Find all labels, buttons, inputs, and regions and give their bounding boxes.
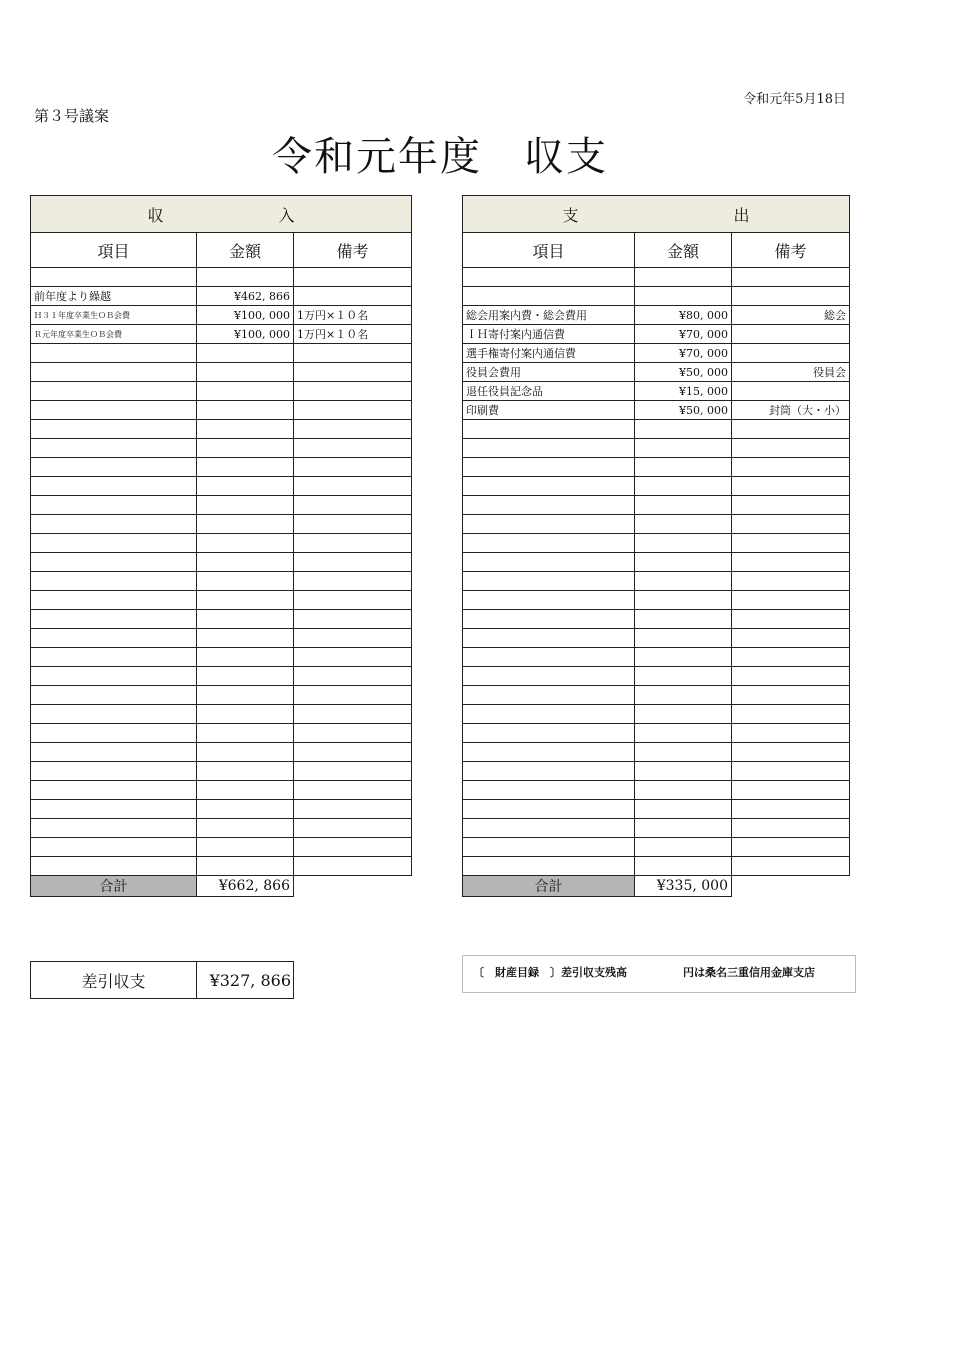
expense-col-amount: 金額 [635, 233, 732, 268]
expense-amount-cell [635, 534, 732, 553]
expense-row [463, 268, 850, 287]
expense-column-header-row [463, 233, 850, 268]
income-note-cell [294, 857, 412, 876]
income-amount-cell [197, 667, 294, 686]
income-row [31, 420, 412, 439]
income-row [31, 762, 412, 781]
expense-table [462, 195, 850, 897]
expense-note-cell: 封筒（大・小） [732, 401, 850, 420]
income-note-cell [294, 629, 412, 648]
income-amount-cell [197, 382, 294, 401]
expense-note-cell [732, 458, 850, 477]
income-item-cell [31, 686, 197, 705]
income-item-cell: Ｒ元年度卒業生ＯＢ会費 [31, 325, 197, 344]
expense-note-cell [732, 344, 850, 363]
income-note-cell [294, 648, 412, 667]
expense-item-cell [463, 686, 635, 705]
asset-note [462, 955, 856, 993]
expense-row [463, 667, 850, 686]
income-row [31, 515, 412, 534]
expense-row [463, 287, 850, 306]
asset-note-part1: 〔 財産目録 〕差引収支残高 [473, 966, 627, 979]
expense-note-cell [732, 420, 850, 439]
income-amount-cell [197, 420, 294, 439]
expense-item-cell [463, 743, 635, 762]
income-note-cell [294, 610, 412, 629]
expense-total-label: 合計 [463, 876, 635, 897]
income-note-cell [294, 781, 412, 800]
expense-amount-cell [635, 572, 732, 591]
income-item-cell [31, 363, 197, 382]
income-col-item: 項目 [31, 233, 197, 268]
expense-amount-cell [635, 800, 732, 819]
expense-row [463, 610, 850, 629]
income-item-cell [31, 401, 197, 420]
income-item-cell [31, 629, 197, 648]
income-amount-cell [197, 819, 294, 838]
income-item-cell [31, 458, 197, 477]
expense-item-cell [463, 857, 635, 876]
expense-row [463, 458, 850, 477]
expense-item-cell [463, 610, 635, 629]
income-row [31, 268, 412, 287]
income-amount-cell [197, 648, 294, 667]
expense-note-cell [732, 648, 850, 667]
expense-amount-cell [635, 762, 732, 781]
income-note-cell [294, 363, 412, 382]
expense-note-cell [732, 629, 850, 648]
income-item-cell [31, 800, 197, 819]
expense-item-cell [463, 496, 635, 515]
expense-amount-cell [635, 268, 732, 287]
expense-note-cell [732, 591, 850, 610]
income-total-label: 合計 [31, 876, 197, 897]
expense-note-cell: 総会 [732, 306, 850, 325]
income-amount-cell [197, 344, 294, 363]
expense-note-cell [732, 534, 850, 553]
expense-item-cell [463, 819, 635, 838]
document-date: 令和元年5月18日 [743, 92, 846, 107]
income-note-cell [294, 477, 412, 496]
expense-note-cell [732, 838, 850, 857]
income-note-cell [294, 344, 412, 363]
expense-note-cell [732, 439, 850, 458]
expense-row [463, 857, 850, 876]
expense-item-cell [463, 439, 635, 458]
income-item-cell [31, 382, 197, 401]
income-amount-cell: ¥100, 000 [197, 306, 294, 325]
expense-note-cell [732, 762, 850, 781]
income-item-cell [31, 420, 197, 439]
income-row [31, 743, 412, 762]
expense-amount-cell [635, 629, 732, 648]
income-row [31, 496, 412, 515]
expense-item-cell [463, 781, 635, 800]
income-row [31, 781, 412, 800]
expense-amount-cell [635, 458, 732, 477]
income-amount-cell [197, 743, 294, 762]
page-title: 令和元年度 収支 [272, 134, 608, 180]
income-item-cell [31, 838, 197, 857]
expense-amount-cell [635, 743, 732, 762]
income-note-cell [294, 762, 412, 781]
income-amount-cell [197, 572, 294, 591]
income-item-cell [31, 762, 197, 781]
expense-amount-cell: ¥80, 000 [635, 306, 732, 325]
income-item-cell [31, 857, 197, 876]
income-note-cell [294, 667, 412, 686]
expense-item-cell [463, 667, 635, 686]
expense-note-cell [732, 667, 850, 686]
expense-note-cell: 役員会 [732, 363, 850, 382]
income-note-cell [294, 819, 412, 838]
expense-row [463, 838, 850, 857]
income-amount-cell [197, 553, 294, 572]
income-row [31, 629, 412, 648]
expense-note-cell [732, 572, 850, 591]
expense-row [463, 515, 850, 534]
income-table [30, 195, 412, 897]
expense-row [463, 553, 850, 572]
expense-amount-cell [635, 819, 732, 838]
expense-header-row [463, 196, 850, 233]
expense-row [463, 762, 850, 781]
expense-row [463, 325, 850, 344]
expense-amount-cell [635, 439, 732, 458]
income-total-blank [294, 876, 412, 897]
difference-value: ¥327, 866 [197, 962, 294, 999]
expense-item-cell [463, 800, 635, 819]
income-row [31, 306, 412, 325]
expense-note-cell [732, 724, 850, 743]
income-header [31, 196, 412, 233]
income-row [31, 648, 412, 667]
expense-item-cell [463, 515, 635, 534]
income-amount-cell [197, 838, 294, 857]
income-row [31, 325, 412, 344]
expense-amount-cell [635, 591, 732, 610]
expense-amount-cell [635, 496, 732, 515]
expense-amount-cell [635, 287, 732, 306]
income-row [31, 439, 412, 458]
income-item-cell [31, 553, 197, 572]
difference-table [30, 961, 294, 999]
expense-amount-cell: ¥50, 000 [635, 363, 732, 382]
expense-row [463, 306, 850, 325]
income-item-cell [31, 439, 197, 458]
income-amount-cell [197, 762, 294, 781]
income-col-note: 備考 [294, 233, 412, 268]
expense-note-cell [732, 382, 850, 401]
expense-amount-cell [635, 857, 732, 876]
income-total-row [31, 876, 412, 897]
income-amount-cell [197, 705, 294, 724]
expense-row [463, 781, 850, 800]
expense-note-cell [732, 515, 850, 534]
expense-note-cell [732, 686, 850, 705]
income-note-cell [294, 534, 412, 553]
income-item-cell [31, 781, 197, 800]
expense-amount-cell: ¥50, 000 [635, 401, 732, 420]
income-row [31, 534, 412, 553]
income-item-cell [31, 496, 197, 515]
income-row [31, 344, 412, 363]
expense-row [463, 686, 850, 705]
expense-total-row [463, 876, 850, 897]
proposal-number: 第３号議案 [34, 107, 110, 125]
expense-row [463, 705, 850, 724]
income-amount-cell [197, 534, 294, 553]
income-amount-cell [197, 439, 294, 458]
expense-row [463, 344, 850, 363]
expense-item-cell [463, 420, 635, 439]
expense-item-cell [463, 705, 635, 724]
income-row [31, 667, 412, 686]
income-note-cell [294, 724, 412, 743]
income-header-left: 収 [147, 205, 164, 225]
expense-item-cell [463, 458, 635, 477]
expense-row [463, 477, 850, 496]
income-note-cell [294, 458, 412, 477]
income-note-cell [294, 287, 412, 306]
income-note-cell [294, 268, 412, 287]
income-amount-cell [197, 477, 294, 496]
expense-item-cell [463, 268, 635, 287]
income-row [31, 572, 412, 591]
income-amount-cell [197, 610, 294, 629]
expense-row [463, 800, 850, 819]
expense-row [463, 420, 850, 439]
expense-item-cell [463, 287, 635, 306]
expense-row [463, 496, 850, 515]
income-amount-cell: ¥462, 866 [197, 287, 294, 306]
expense-amount-cell [635, 781, 732, 800]
income-note-cell [294, 553, 412, 572]
income-amount-cell [197, 515, 294, 534]
income-row [31, 363, 412, 382]
income-amount-cell [197, 686, 294, 705]
expense-note-cell [732, 287, 850, 306]
income-item-cell [31, 591, 197, 610]
expense-item-cell [463, 477, 635, 496]
income-note-cell [294, 515, 412, 534]
expense-header [463, 196, 850, 233]
expense-row [463, 572, 850, 591]
income-amount-cell [197, 458, 294, 477]
income-note-cell [294, 705, 412, 724]
expense-note-cell [732, 496, 850, 515]
income-row [31, 705, 412, 724]
expense-item-cell: 退任役員記念品 [463, 382, 635, 401]
expense-item-cell: 総会用案内費・総会費用 [463, 306, 635, 325]
income-amount-cell [197, 496, 294, 515]
income-note-cell [294, 496, 412, 515]
income-amount-cell [197, 363, 294, 382]
expense-col-note: 備考 [732, 233, 850, 268]
income-header-right: 入 [278, 205, 295, 225]
expense-amount-cell [635, 724, 732, 743]
income-item-cell: 前年度より繰越 [31, 287, 197, 306]
expense-row [463, 648, 850, 667]
income-item-cell [31, 819, 197, 838]
expense-note-cell [732, 857, 850, 876]
income-note-cell [294, 743, 412, 762]
income-item-cell [31, 743, 197, 762]
expense-amount-cell [635, 515, 732, 534]
income-amount-cell [197, 401, 294, 420]
expense-row [463, 629, 850, 648]
asset-note-part2: 円は桑名三重信用金庫支店 [683, 966, 815, 979]
income-row [31, 724, 412, 743]
income-note-cell [294, 572, 412, 591]
expense-item-cell [463, 838, 635, 857]
income-row [31, 458, 412, 477]
expense-amount-cell [635, 553, 732, 572]
expense-item-cell: 選手権寄付案内通信費 [463, 344, 635, 363]
income-amount-cell [197, 268, 294, 287]
expense-note-cell [732, 553, 850, 572]
income-row [31, 553, 412, 572]
income-amount-cell [197, 781, 294, 800]
income-note-cell [294, 382, 412, 401]
income-row [31, 610, 412, 629]
income-item-cell [31, 705, 197, 724]
income-item-cell [31, 648, 197, 667]
expense-total-value: ¥335, 000 [635, 876, 732, 897]
income-note-cell [294, 420, 412, 439]
income-row [31, 382, 412, 401]
income-row [31, 800, 412, 819]
expense-row [463, 819, 850, 838]
income-item-cell: Ｈ３１年度卒業生ＯＢ会費 [31, 306, 197, 325]
expense-row [463, 439, 850, 458]
expense-item-cell: 印刷費 [463, 401, 635, 420]
expense-item-cell: ＩＨ寄付案内通信費 [463, 325, 635, 344]
income-row [31, 686, 412, 705]
expense-col-item: 項目 [463, 233, 635, 268]
income-col-amount: 金額 [197, 233, 294, 268]
income-row [31, 591, 412, 610]
expense-item-cell [463, 629, 635, 648]
expense-note-cell [732, 800, 850, 819]
expense-amount-cell [635, 648, 732, 667]
expense-note-cell [732, 781, 850, 800]
income-column-header-row [31, 233, 412, 268]
expense-amount-cell [635, 610, 732, 629]
expense-header-left: 支 [562, 205, 579, 225]
expense-item-cell [463, 724, 635, 743]
expense-amount-cell [635, 686, 732, 705]
income-amount-cell [197, 724, 294, 743]
difference-label: 差引収支 [31, 962, 197, 999]
expense-item-cell [463, 553, 635, 572]
expense-note-cell [732, 477, 850, 496]
expense-note-cell [732, 325, 850, 344]
income-row [31, 819, 412, 838]
income-item-cell [31, 534, 197, 553]
expense-row [463, 401, 850, 420]
expense-note-cell [732, 819, 850, 838]
income-row [31, 401, 412, 420]
income-note-cell [294, 800, 412, 819]
expense-amount-cell [635, 705, 732, 724]
income-note-cell: 1万円×１０名 [294, 325, 412, 344]
expense-amount-cell [635, 838, 732, 857]
expense-row [463, 534, 850, 553]
income-item-cell [31, 724, 197, 743]
income-note-cell [294, 401, 412, 420]
income-item-cell [31, 572, 197, 591]
expense-item-cell [463, 762, 635, 781]
expense-note-cell [732, 268, 850, 287]
expense-amount-cell [635, 420, 732, 439]
income-row [31, 477, 412, 496]
income-note-cell [294, 591, 412, 610]
income-amount-cell: ¥100, 000 [197, 325, 294, 344]
income-amount-cell [197, 800, 294, 819]
income-header-row [31, 196, 412, 233]
expense-row [463, 591, 850, 610]
income-item-cell [31, 477, 197, 496]
expense-row [463, 743, 850, 762]
expense-row [463, 363, 850, 382]
expense-item-cell [463, 648, 635, 667]
expense-note-cell [732, 610, 850, 629]
expense-amount-cell [635, 667, 732, 686]
income-row [31, 857, 412, 876]
expense-amount-cell: ¥15, 000 [635, 382, 732, 401]
expense-total-blank [732, 876, 850, 897]
expense-amount-cell: ¥70, 000 [635, 325, 732, 344]
expense-row [463, 382, 850, 401]
income-item-cell [31, 610, 197, 629]
income-row [31, 287, 412, 306]
income-row [31, 838, 412, 857]
income-item-cell [31, 667, 197, 686]
income-note-cell [294, 686, 412, 705]
expense-item-cell [463, 534, 635, 553]
income-note-cell [294, 838, 412, 857]
expense-amount-cell: ¥70, 000 [635, 344, 732, 363]
income-note-cell [294, 439, 412, 458]
income-note-cell: 1万円×１０名 [294, 306, 412, 325]
income-total-value: ¥662, 866 [197, 876, 294, 897]
income-amount-cell [197, 591, 294, 610]
income-amount-cell [197, 857, 294, 876]
income-item-cell [31, 268, 197, 287]
expense-amount-cell [635, 477, 732, 496]
expense-item-cell [463, 591, 635, 610]
income-amount-cell [197, 629, 294, 648]
expense-item-cell: 役員会費用 [463, 363, 635, 382]
expense-row [463, 724, 850, 743]
expense-item-cell [463, 572, 635, 591]
income-item-cell [31, 344, 197, 363]
income-item-cell [31, 515, 197, 534]
expense-note-cell [732, 705, 850, 724]
expense-note-cell [732, 743, 850, 762]
expense-header-right: 出 [733, 205, 750, 225]
